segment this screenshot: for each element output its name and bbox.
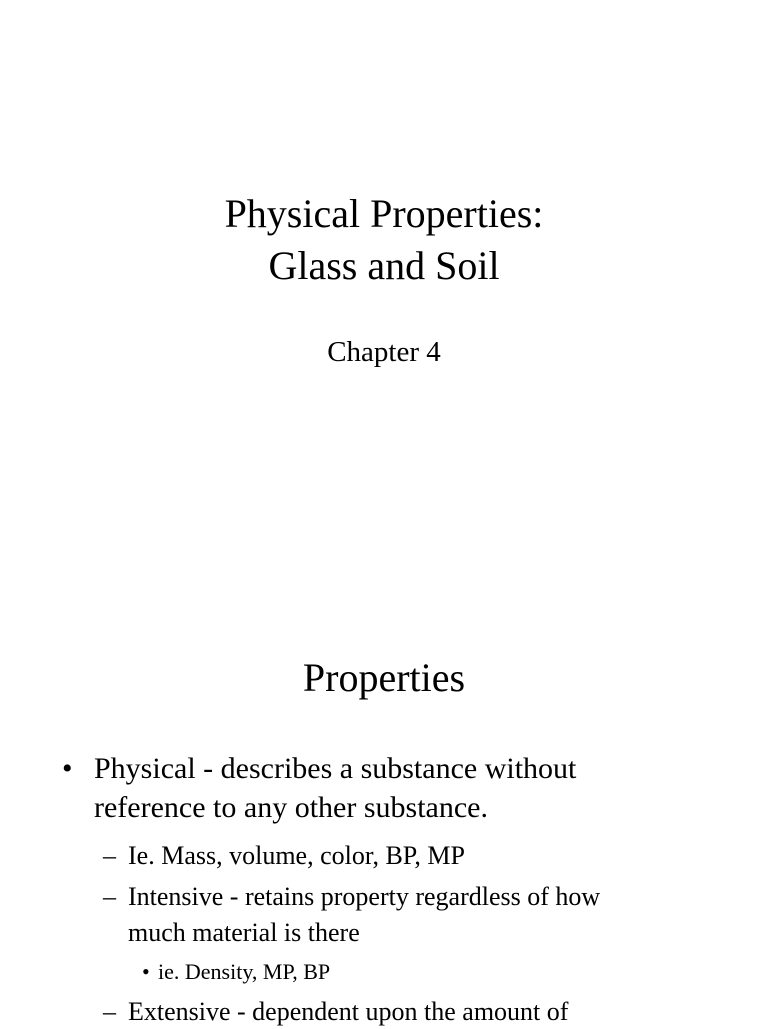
title-line-2: Glass and Soil (268, 243, 500, 288)
slide-title (0, 188, 768, 292)
bullet-text-line-1: Physical - describes a substance without (94, 752, 577, 785)
sub-bullet-text: Ie. Mass, volume, color, BP, MP (128, 841, 465, 870)
sub-bullet-text-line-1: Intensive - retains property regardless of how (128, 882, 601, 911)
slide-subtitle: Chapter 4 (327, 336, 441, 368)
slide-title: Properties (302, 655, 466, 700)
bullet-marker: • (62, 752, 73, 785)
dash-marker: – (103, 882, 116, 911)
title-line-1: Physical Properties: (224, 191, 544, 236)
dash-marker: – (103, 997, 116, 1026)
properties-slide (0, 512, 768, 1024)
sub-bullet-text-line-2: much material is there (128, 918, 360, 947)
title-slide (0, 0, 768, 512)
sub-sub-bullet-text: ie. Density, MP, BP (158, 959, 331, 984)
sub-sub-bullet-marker: • (142, 959, 150, 984)
dash-marker: – (103, 841, 116, 870)
sub-bullet-text: Extensive - dependent upon the amount of (128, 997, 569, 1026)
bullet-text-line-2: reference to any other substance. (94, 791, 488, 824)
